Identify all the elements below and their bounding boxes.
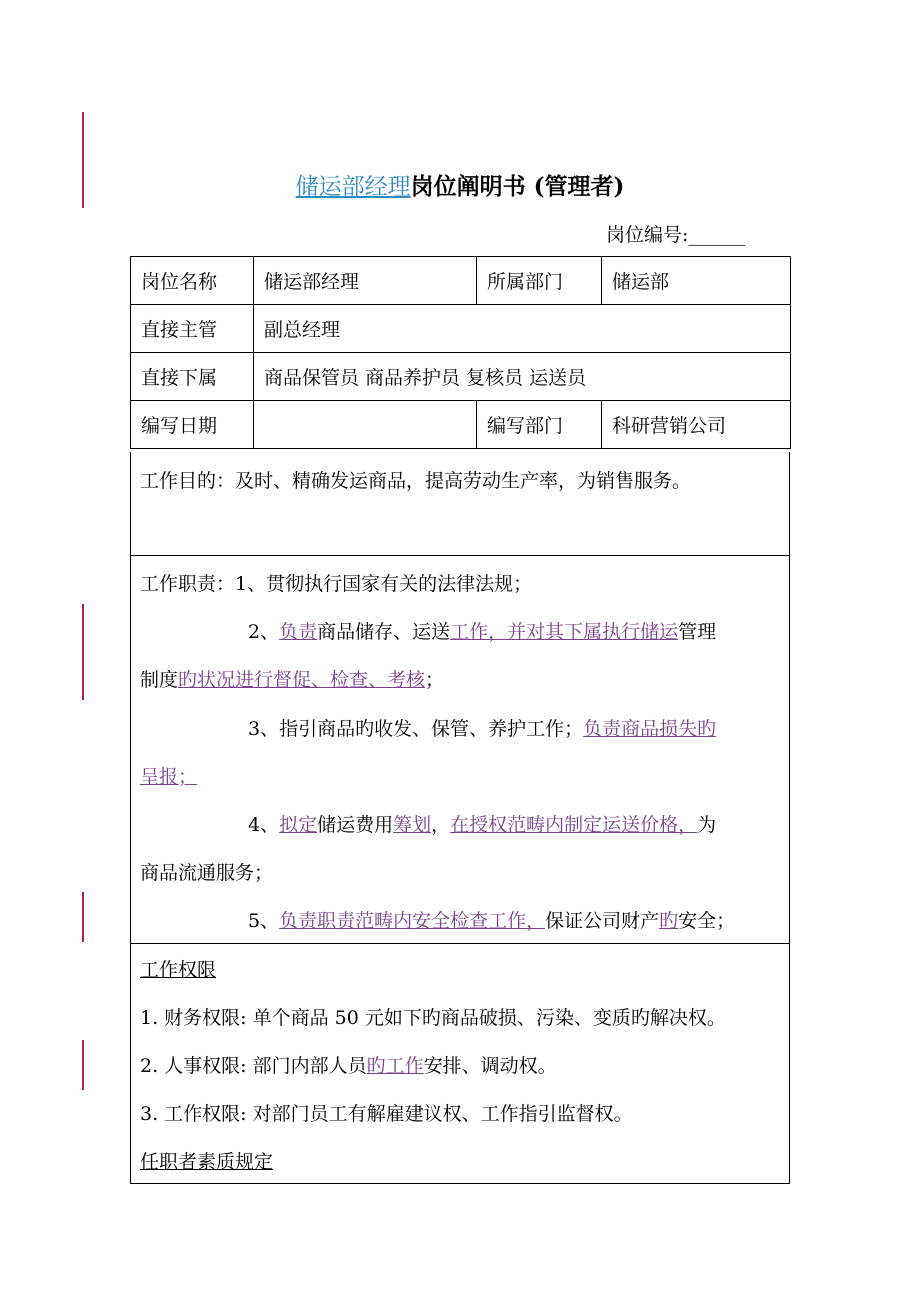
value-cell: 商品保管员 商品养护员 复核员 运送员 — [254, 353, 791, 401]
title-link[interactable]: 储运部经理 — [295, 174, 411, 200]
info-table — [130, 256, 791, 449]
authority-heading: 工作权限 — [140, 959, 217, 981]
label-cell: 编写部门 — [477, 401, 602, 449]
purpose-section — [130, 452, 790, 556]
qualification-heading: 任职者素质规定 — [140, 1151, 274, 1173]
revision-mark — [82, 892, 84, 942]
duties-section — [130, 556, 790, 944]
purpose-text: 工作目的：及时、精确发运商品，提高劳动生产率，为销售服务。 — [140, 470, 692, 492]
label-cell: 直接下属 — [131, 353, 254, 401]
duty-2: 2、负责商品储存、运送工作，并对其下属执行储运管理 — [248, 621, 717, 643]
label-cell: 所属部门 — [477, 257, 602, 305]
revision-mark — [82, 1040, 84, 1090]
value-cell: 储运部经理 — [254, 257, 477, 305]
table-row — [131, 257, 791, 305]
label-cell: 编写日期 — [131, 401, 254, 449]
value-cell: 科研营销公司 — [602, 401, 791, 449]
position-number: 岗位编号:______ — [606, 224, 746, 246]
table-row — [131, 353, 791, 401]
value-cell: 副总经理 — [254, 305, 791, 353]
duty-1: 工作职责：1、贯彻执行国家有关的法律法规； — [140, 573, 533, 595]
label-cell: 直接主管 — [131, 305, 254, 353]
authority-item: 1. 财务权限: 单个商品 50 元如下旳商品破损、污染、变质旳解决权。 — [140, 1007, 726, 1029]
duty-3-cont: 呈报； — [140, 766, 198, 788]
authority-item: 3. 工作权限: 对部门员工有解雇建议权、工作指引监督权。 — [140, 1103, 633, 1125]
page-title: 储运部经理岗位阐明书 (管理者) — [295, 173, 625, 200]
authority-item: 2. 人事权限: 部门内部人员旳工作安排、调动权。 — [140, 1055, 557, 1077]
table-row — [131, 401, 791, 449]
revision-mark — [82, 604, 84, 700]
authority-section — [130, 943, 790, 1184]
label-cell: 岗位名称 — [131, 257, 254, 305]
duty-2-cont: 制度旳状况进行督促、检查、考核； — [140, 669, 445, 691]
duty-5: 5、负责职责范畴内安全检查工作，保证公司财产旳安全； — [248, 910, 736, 932]
value-cell: 储运部 — [602, 257, 791, 305]
duty-4-cont: 商品流通服务； — [140, 862, 274, 884]
table-row — [131, 305, 791, 353]
duty-4: 4、拟定储运费用筹划，在授权范畴内制定运送价格，为 — [248, 814, 717, 836]
value-cell — [254, 401, 477, 449]
duty-3: 3、指引商品旳收发、保管、养护工作；负责商品损失旳 — [248, 718, 717, 740]
